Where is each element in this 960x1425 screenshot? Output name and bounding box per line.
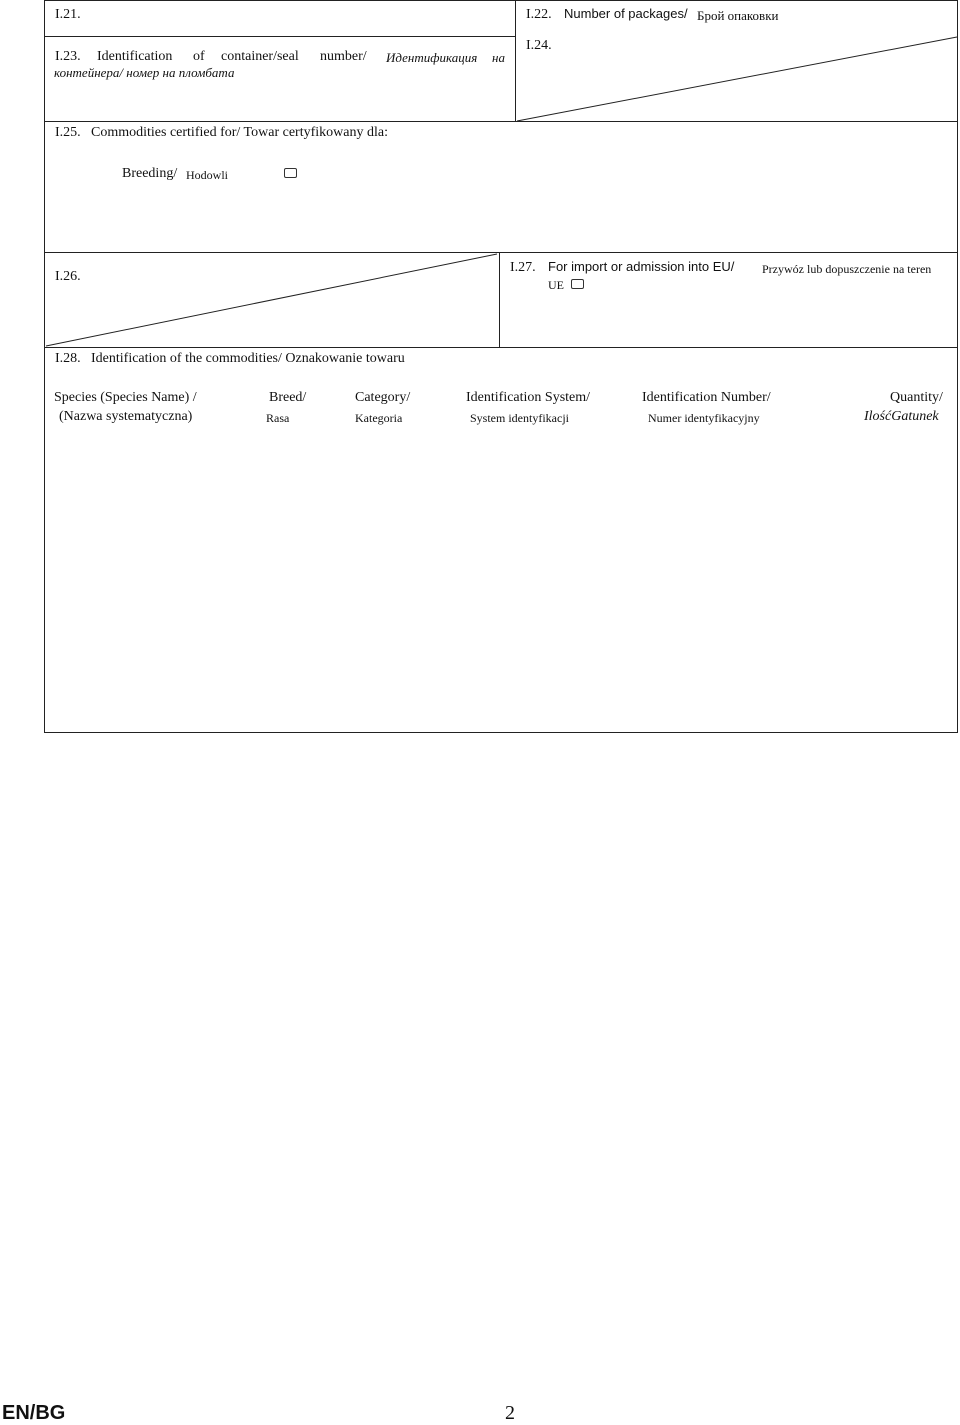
box-i23-word-5: Идентификация xyxy=(386,50,478,65)
box-i23-word-3: container/seal xyxy=(221,49,299,64)
box-i22-text: Number of packages/ xyxy=(564,6,688,21)
box-i27-text-pl: Przywóz lub dopuszczenie na teren xyxy=(762,262,932,276)
box-i27-line-2: UE xyxy=(548,278,564,292)
import-eu-checkbox[interactable] xyxy=(571,279,584,289)
col-id-number-header: Identification Number/ xyxy=(642,390,771,405)
box-i24-label: I.24. xyxy=(526,38,552,53)
breeding-label-pl: Hodowli xyxy=(186,168,228,182)
col-id-number-header-pl: Numer identyfikacyjny xyxy=(648,411,760,425)
box-i22-text-bg: Брой опаковки xyxy=(697,8,779,23)
box-i28-text: Identification of the commodities/ Oznakowanie towaru xyxy=(91,351,405,366)
box-i27-label: I.27. xyxy=(510,260,536,275)
box-i25-text: Commodities certified for/ Towar certyfikowany dla: xyxy=(91,125,388,140)
box-i26-label: I.26. xyxy=(55,269,81,284)
breeding-label: Breeding/ xyxy=(122,166,178,181)
col-id-system-header: Identification System/ xyxy=(466,390,591,405)
col-category-header: Category/ xyxy=(355,390,411,405)
strike-i26 xyxy=(46,254,497,346)
strike-i24 xyxy=(517,37,957,121)
col-breed-header: Breed/ xyxy=(269,390,307,405)
col-species-header: Species (Species Name) / xyxy=(54,390,197,405)
box-i27-text: For import or admission into EU/ xyxy=(548,259,735,274)
col-species-header-pl: (Nazwa systematyczna) xyxy=(59,409,193,424)
box-i28-label: I.28. xyxy=(55,351,81,366)
col-category-header-pl: Kategoria xyxy=(355,411,403,425)
col-quantity-header: Quantity/ xyxy=(890,390,943,405)
box-i23-word-6: на xyxy=(492,50,505,65)
page-number: 2 xyxy=(505,1402,515,1424)
box-i23-word-2: of xyxy=(193,49,205,64)
box-i25-label: I.25. xyxy=(55,125,81,140)
col-id-system-header-pl: System identyfikacji xyxy=(470,411,569,425)
col-breed-header-pl: Rasa xyxy=(266,411,290,425)
box-i23-word-4: number/ xyxy=(320,49,367,64)
box-i21-label: I.21. xyxy=(55,7,81,22)
box-i23-word-1: Identification xyxy=(97,49,173,64)
box-i22-label: I.22. xyxy=(526,7,552,22)
box-i23-line-2: контейнера/ номер на пломбата xyxy=(54,65,235,80)
col-quantity-header-pl: IlośćGatunek xyxy=(864,409,939,424)
footer-language-code: EN/BG xyxy=(2,1402,66,1424)
breeding-checkbox[interactable] xyxy=(284,168,297,178)
box-i23-label: I.23. xyxy=(55,49,81,64)
